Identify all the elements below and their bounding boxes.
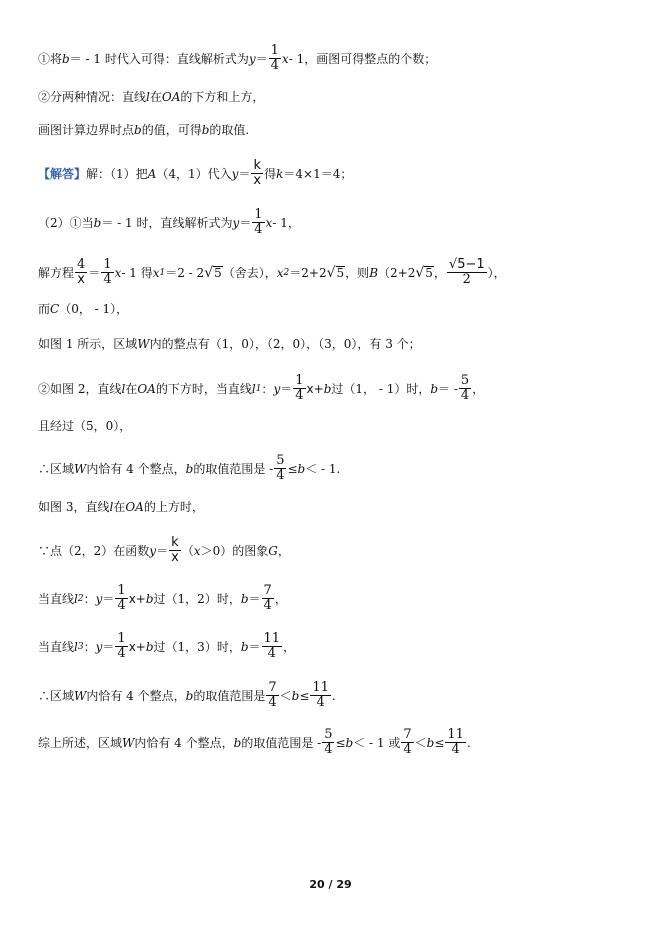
- numerator: 1: [270, 43, 279, 58]
- answer-line-10: [38, 536, 290, 565]
- numerator: 7: [268, 680, 277, 695]
- text: 在: [113, 500, 126, 514]
- text: +: [313, 381, 324, 396]
- text: ∴区域: [38, 688, 75, 703]
- denominator: 4: [267, 646, 276, 661]
- answer-line-12: [38, 632, 295, 661]
- var: W: [74, 688, 87, 703]
- numerator: 11: [447, 727, 464, 742]
- text: ≤: [299, 688, 310, 703]
- text: ，则: [345, 265, 370, 280]
- var: k: [276, 166, 284, 181]
- var: l: [121, 381, 126, 396]
- text: ：: [83, 591, 96, 606]
- var: b: [93, 215, 102, 230]
- radical-sign: √: [204, 264, 214, 281]
- fraction: [459, 374, 471, 403]
- var: x: [193, 543, 201, 558]
- text: ＝: [255, 51, 268, 66]
- answer-line-9: [38, 499, 204, 515]
- numerator: 1: [254, 207, 263, 222]
- text: ＝ -: [438, 381, 458, 396]
- text: ，: [433, 265, 446, 280]
- analysis-line-3: [38, 122, 249, 138]
- text: 解：（1）把: [86, 166, 148, 181]
- sqrt: [415, 265, 434, 281]
- var: y: [95, 639, 103, 654]
- answer-line-11: [38, 584, 287, 613]
- fraction: [447, 258, 487, 287]
- fraction: [262, 632, 283, 661]
- text: 的值，可得: [141, 123, 202, 137]
- radicand: 5: [425, 265, 433, 280]
- text: ＝: [248, 639, 261, 654]
- var: b: [291, 688, 300, 703]
- fraction: [252, 208, 264, 237]
- text: 的下方和上方，: [180, 90, 265, 104]
- text: ②分两种情况：直线: [38, 90, 147, 104]
- text: 当直线: [38, 591, 75, 606]
- text: ＞0）的图象: [200, 543, 269, 558]
- numerator: k: [253, 158, 262, 173]
- denominator: 4: [270, 58, 279, 73]
- fraction: [445, 728, 466, 757]
- analysis-line-1: [38, 44, 436, 73]
- var: x: [276, 265, 284, 280]
- text: 画图计算边界时点: [38, 123, 135, 137]
- text: ∴区域: [38, 461, 75, 476]
- var: x: [128, 591, 136, 606]
- text: ＝ - 1 时代入可得：直线解析式为: [69, 51, 249, 66]
- text: ＝: [102, 639, 115, 654]
- page-number: 20 / 29: [309, 878, 352, 891]
- var: b: [134, 123, 142, 137]
- numerator: 4: [77, 257, 86, 272]
- text: ＝ - 1 时，直线解析式为: [101, 215, 233, 230]
- var: l: [146, 90, 150, 104]
- denominator: 4: [117, 598, 126, 613]
- denominator: 4: [403, 742, 412, 757]
- text: ，: [277, 543, 290, 558]
- answer-line-4: [38, 301, 128, 317]
- answer-line-7: [38, 418, 131, 434]
- var: x: [306, 381, 314, 396]
- text: 得: [264, 166, 277, 181]
- numerator: 1: [103, 257, 112, 272]
- subscript: 1: [255, 383, 262, 394]
- var: b: [297, 461, 306, 476]
- text: - 1 得: [121, 265, 153, 280]
- answer-line-1: [38, 159, 352, 188]
- text: 的取值范围是 -: [193, 461, 274, 476]
- var: OA: [125, 500, 144, 514]
- text: （4，1）代入: [156, 166, 232, 181]
- denominator: 4: [103, 272, 112, 287]
- var: b: [145, 591, 154, 606]
- answer-line-8: [38, 454, 340, 483]
- fraction: [115, 632, 127, 661]
- var: b: [426, 735, 435, 750]
- text: ，: [274, 591, 287, 606]
- text: 内恰有 4 个整点，: [134, 735, 234, 750]
- var: OA: [137, 381, 156, 396]
- var: b: [185, 461, 194, 476]
- text: （舍去），: [222, 265, 277, 280]
- var: A: [147, 166, 157, 181]
- var: y: [231, 166, 239, 181]
- numerator: 7: [403, 727, 412, 742]
- text: ＜: [414, 735, 427, 750]
- var: y: [248, 51, 256, 66]
- sqrt: [327, 265, 346, 281]
- text: ＜ - 1 或: [353, 735, 401, 750]
- var: l: [109, 500, 114, 514]
- text: 如图 3，直线: [38, 500, 110, 514]
- denominator: 4: [276, 468, 285, 483]
- text: ），: [487, 265, 506, 280]
- var: b: [345, 735, 354, 750]
- denominator: 4: [316, 695, 325, 710]
- numerator: 5: [276, 453, 285, 468]
- denominator: 4: [254, 222, 263, 237]
- var: b: [185, 688, 194, 703]
- text: ＝2+2: [289, 265, 327, 280]
- var: y: [232, 215, 240, 230]
- fraction: [293, 374, 305, 403]
- text: 内的整点有（1，0），（2，0），（3，0），有 3 个；: [149, 337, 421, 351]
- subscript: 1: [159, 267, 166, 278]
- numerator: 11: [263, 631, 281, 646]
- var: b: [240, 639, 249, 654]
- var: W: [74, 461, 87, 476]
- text: .: [466, 735, 471, 750]
- fraction: [115, 584, 127, 613]
- text: 解方程: [38, 265, 75, 280]
- text: 过（1， - 1）时，: [331, 381, 431, 396]
- numerator: 5: [460, 373, 470, 388]
- text: 内恰有 4 个整点，: [86, 688, 186, 703]
- var: W: [137, 337, 150, 351]
- var: x: [265, 215, 273, 230]
- var: l: [74, 591, 78, 606]
- text: ＝: [280, 381, 293, 396]
- numerator: 7: [263, 583, 272, 598]
- text: （2）①当: [38, 215, 94, 230]
- numerator: 11: [312, 680, 329, 695]
- text: 如图 1 所示，区域: [38, 337, 138, 351]
- var: x: [152, 265, 160, 280]
- text: ＝: [156, 543, 169, 558]
- radicand: 5: [214, 265, 222, 280]
- fraction: [169, 536, 181, 565]
- text: ＝: [238, 166, 251, 181]
- denominator: 4: [263, 598, 272, 613]
- fraction: [274, 454, 286, 483]
- text: ＝: [239, 215, 252, 230]
- text: 过（1，2）时，: [153, 591, 241, 606]
- text: 在: [125, 381, 138, 396]
- numerator: 1: [117, 583, 126, 598]
- answer-line-5: [38, 336, 421, 352]
- text: 的取值范围是 -: [241, 735, 322, 750]
- text: ：: [261, 381, 274, 396]
- answer-line-6: [38, 374, 484, 403]
- fraction: [269, 44, 281, 73]
- var: y: [95, 591, 103, 606]
- text: - 1，画图可得整点的个数；: [288, 51, 437, 66]
- text: ＜ - 1.: [305, 461, 341, 476]
- text: ∵点（2，2）在函数: [38, 543, 150, 558]
- text: ≤: [287, 461, 298, 476]
- text: ，: [472, 381, 485, 396]
- analysis-line-2: [38, 89, 264, 105]
- answer-tag: 【解答】: [38, 166, 87, 181]
- denominator: x: [77, 272, 85, 287]
- text: ＝: [88, 265, 101, 280]
- fraction: [322, 728, 334, 757]
- var: l: [74, 639, 78, 654]
- fraction: [266, 681, 278, 710]
- denominator: 4: [268, 695, 277, 710]
- numerator: √5−1: [448, 257, 485, 272]
- denominator: 4: [451, 742, 460, 757]
- answer-line-3: [38, 258, 506, 287]
- text: +: [135, 639, 146, 654]
- text: 的取值范围是: [193, 688, 266, 703]
- var: b: [145, 639, 154, 654]
- text: 过（1，3）时，: [153, 639, 241, 654]
- text: ≤: [335, 735, 346, 750]
- var: y: [149, 543, 157, 558]
- numerator: 1: [295, 373, 304, 388]
- text: 的取值.: [209, 123, 250, 137]
- denominator: 4: [460, 388, 470, 403]
- fraction: [75, 258, 87, 287]
- text: ①将: [38, 51, 63, 66]
- denominator: 4: [324, 742, 333, 757]
- text: （0， - 1），: [59, 302, 129, 316]
- answer-line-14: [38, 728, 471, 757]
- denominator: x: [171, 550, 179, 565]
- numerator: k: [171, 535, 179, 550]
- fraction: [262, 584, 274, 613]
- text: +: [135, 591, 146, 606]
- text: （: [181, 543, 194, 558]
- var: x: [281, 51, 289, 66]
- var: x: [114, 265, 122, 280]
- text: ＝4×1＝4；: [283, 166, 353, 181]
- text: 在: [149, 90, 162, 104]
- denominator: 2: [462, 272, 471, 287]
- text: 当直线: [38, 639, 75, 654]
- subscript: 2: [77, 593, 84, 604]
- numerator: 5: [324, 727, 333, 742]
- var: b: [430, 381, 439, 396]
- var: y: [273, 381, 281, 396]
- text: ②如图 2，直线: [38, 381, 122, 396]
- var: b: [240, 591, 249, 606]
- fraction: [310, 681, 331, 710]
- var: G: [268, 543, 278, 558]
- var: x: [128, 639, 136, 654]
- radicand: 5: [336, 265, 345, 280]
- denominator: x: [253, 173, 262, 188]
- denominator: 4: [295, 388, 304, 403]
- answer-line-2: [38, 208, 300, 237]
- text: ＝: [102, 591, 115, 606]
- text: ＜: [279, 688, 292, 703]
- numerator: 1: [117, 631, 126, 646]
- text: ：: [83, 639, 96, 654]
- answer-line-13: [38, 681, 336, 710]
- fraction: [101, 258, 113, 287]
- text: .: [331, 688, 336, 703]
- text: 综上所述，区域: [38, 735, 123, 750]
- var: b: [201, 123, 210, 137]
- var: b: [62, 51, 70, 66]
- var: B: [369, 265, 379, 280]
- radical-sign: √: [415, 264, 425, 281]
- text: ≤: [434, 735, 445, 750]
- radical-sign: √: [326, 264, 336, 281]
- var: b: [233, 735, 242, 750]
- var: l: [251, 381, 256, 396]
- fraction: [401, 728, 413, 757]
- text: ＝: [248, 591, 261, 606]
- text: 而: [38, 302, 51, 316]
- var: OA: [161, 90, 181, 104]
- var: C: [50, 302, 60, 316]
- text: 内恰有 4 个整点，: [86, 461, 186, 476]
- fraction: [251, 159, 263, 188]
- denominator: 4: [117, 646, 126, 661]
- text: 的下方时，当直线: [155, 381, 252, 396]
- text: ，: [283, 639, 296, 654]
- subscript: 3: [77, 641, 84, 652]
- subscript: 2: [283, 267, 290, 278]
- sqrt: [204, 265, 223, 281]
- text: - 1，: [272, 215, 300, 230]
- var: b: [323, 381, 332, 396]
- text: （2+2: [378, 265, 416, 280]
- var: W: [122, 735, 135, 750]
- text: 的上方时，: [143, 500, 204, 514]
- text: ＝2 - 2: [165, 265, 205, 280]
- text: 且经过（5，0），: [38, 419, 132, 433]
